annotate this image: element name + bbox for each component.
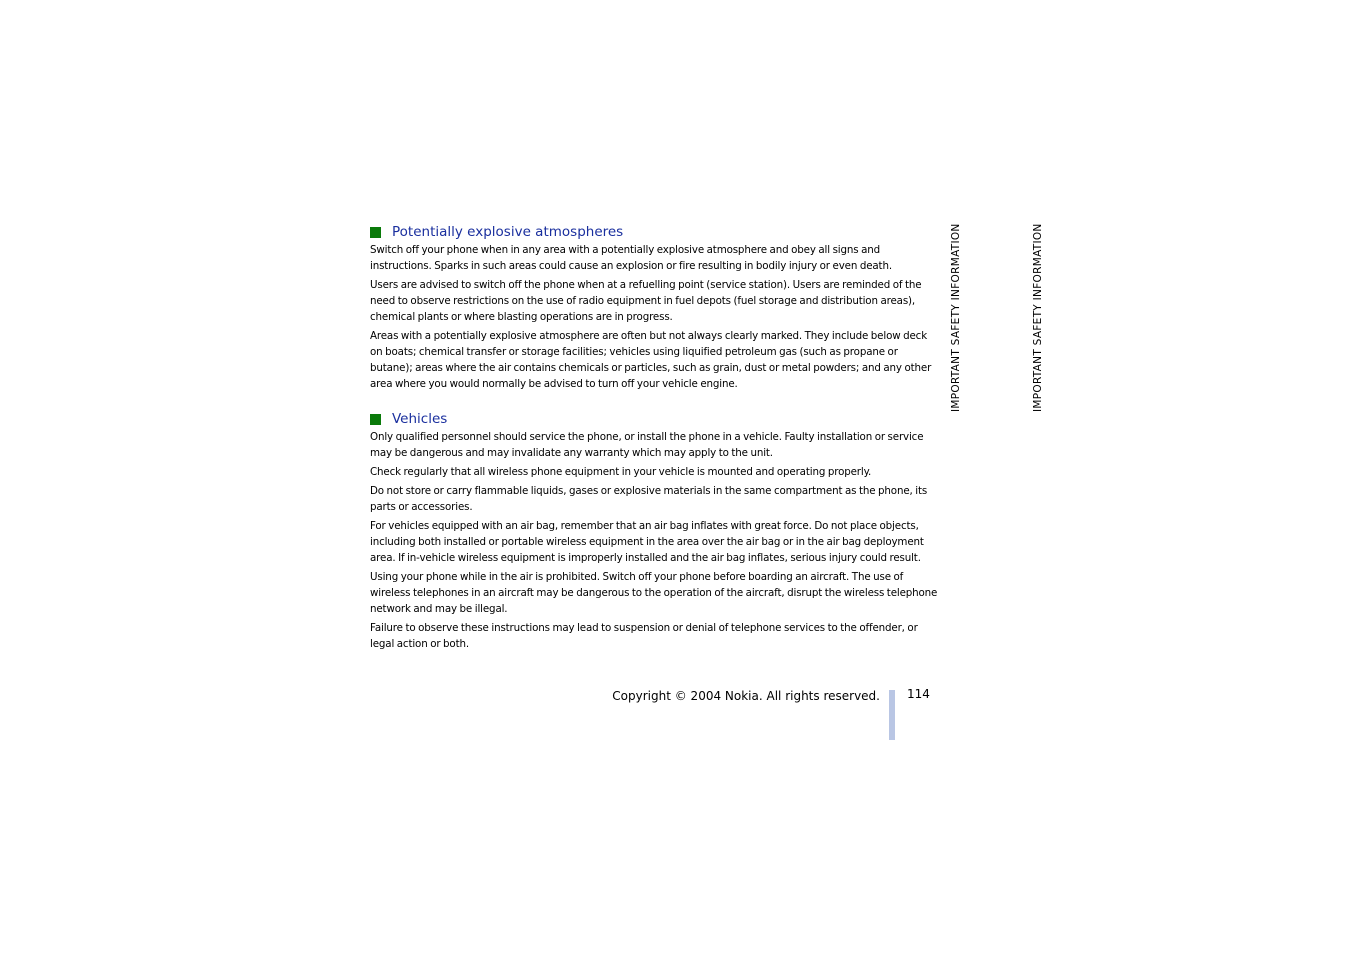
side-chapter-label: IMPORTANT SAFETY INFORMATION [950, 223, 962, 412]
side-chapter-label: IMPORTANT SAFETY INFORMATION [1032, 223, 1044, 412]
section-heading-explosive-atmospheres [370, 222, 942, 242]
paragraph: Failure to observe these instructions may lead to suspension or denial of telephone services to the offender, or legal action or both. [370, 622, 918, 650]
paragraph: Only qualified personnel should service the phone, or install the phone in a vehicle. Faulty installation or service may be dangerous and may invalidate any warranty which may apply to the unit. [370, 431, 924, 459]
paragraph: Areas with a potentially explosive atmosphere are often but not always clearly marked. They include below deck on boats; chemical transfer or storage facilities; vehicles using liquified petroleum gas (such as propane or butane); areas where the air contains chemicals or particles, such as grain, dust or metal powders; and any other area where you would normally be advised to turn off your vehicle engine. [370, 330, 932, 390]
footer-copyright: Copyright © 2004 Nokia. All rights reserved. [612, 689, 880, 703]
paragraph: Check regularly that all wireless phone equipment in your vehicle is mounted and operating properly. [370, 466, 872, 478]
section-title: Potentially explosive atmospheres [392, 224, 624, 240]
paragraph: Do not store or carry flammable liquids, gases or explosive materials in the same compartment as the phone, its parts or accessories. [370, 485, 928, 513]
page-number: 114 [907, 687, 930, 701]
section-title: Vehicles [392, 411, 448, 427]
paragraph: For vehicles equipped with an air bag, remember that an air bag inflates with great force. Do not place objects, including both installed or portable wireless equipment in the area over the air bag or in the air bag deployment area. If in-vehicle wireless equipment is improperly installed and the air bag inflates, serious injury could result. [370, 520, 924, 564]
paragraph: Switch off your phone when in any area with a potentially explosive atmosphere and obey all signs and instructions. Sparks in such areas could cause an explosion or fire resulting in bodily injury or even death. [370, 244, 892, 272]
footer-divider-bar [889, 690, 895, 740]
section-heading-vehicles [370, 409, 942, 429]
paragraph: Using your phone while in the air is prohibited. Switch off your phone before boarding an aircraft. The use of wireless telephones in an aircraft may be dangerous to the operation of the aircraft, disrupt the wireless telephone network and may be illegal. [370, 571, 938, 615]
section-spacer [370, 395, 942, 409]
green-square-bullet-icon [370, 414, 381, 425]
green-square-bullet-icon [370, 227, 381, 238]
paragraph: Users are advised to switch off the phone when at a refuelling point (service station). Users are reminded of the need to observe restrictions on the use of radio equipment in fuel depots (fuel storage and distribution areas), chemical plants or where blasting operations are in progress. [370, 279, 922, 323]
page-content [370, 222, 942, 655]
